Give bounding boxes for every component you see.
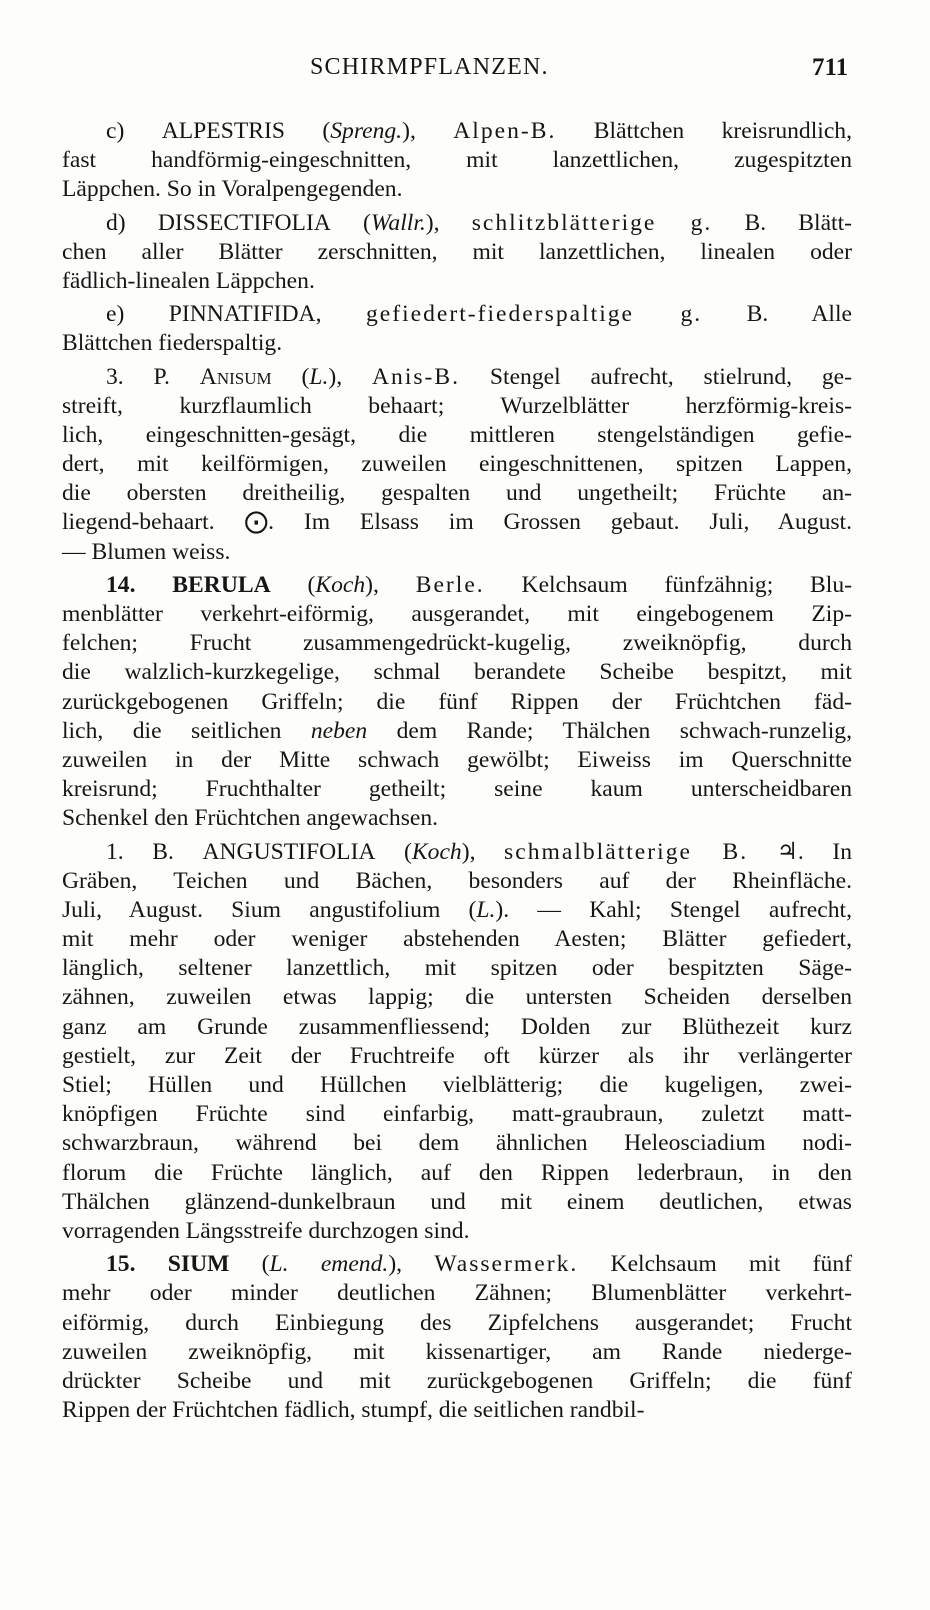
text-line — [62, 450, 852, 479]
text-run: felchen; Frucht zusammengedrückt-kugelig, zweiknöpfig, durch — [62, 630, 852, 657]
text-run: 3. P. — [106, 363, 200, 390]
text-line — [62, 1100, 852, 1129]
author-citation: Spreng. — [330, 118, 403, 144]
common-name: Anis-B. — [371, 363, 461, 390]
text-line — [62, 1396, 852, 1425]
text-line — [62, 146, 852, 175]
paragraph — [62, 209, 852, 297]
text-line — [62, 983, 852, 1012]
text-run: , — [315, 301, 366, 328]
text-run: vorragenden Längsstreife durchzogen sind. — [62, 1217, 470, 1244]
text-line — [62, 746, 852, 775]
text-run: zuweilen in der Mitte schwach gewölbt; Eiweiss im Querschnitte — [62, 746, 852, 773]
paragraph — [62, 1250, 852, 1425]
author-citation: L. emend. — [269, 1251, 389, 1278]
paragraph — [62, 300, 852, 358]
text-run: ( — [229, 1251, 270, 1278]
author-citation: Koch — [315, 571, 366, 598]
text-run: Gräben, Teichen und Bächen, besonders auf der Rheinfläche. — [62, 867, 852, 894]
text-line — [62, 267, 852, 296]
text-run: e) — [106, 301, 169, 328]
common-name: gefiedert-fiederspaltige g. — [365, 301, 703, 328]
text-line — [62, 717, 852, 746]
text-run: ), — [365, 571, 416, 598]
text-line — [62, 238, 852, 267]
text-run: ( — [330, 209, 371, 236]
text-line — [62, 392, 852, 421]
text-run: 1. B. — [106, 838, 203, 865]
text-run: ( — [284, 118, 331, 144]
text-run: mit mehr oder weniger abstehenden Aesten; Blätter gefiedert, — [62, 926, 852, 953]
text-line — [62, 300, 852, 329]
text-run: zähnen, zuweilen etwas lappig; die untersten Scheiden derselben — [62, 984, 852, 1011]
text-line — [62, 867, 852, 896]
text-line — [62, 508, 852, 537]
page-number: 711 — [812, 54, 849, 81]
text-line — [62, 209, 852, 238]
text-line — [62, 1013, 852, 1042]
text-run: liegend-behaart. ⨀. Im Elsass im Grossen gebaut. Juli, August. — [62, 509, 852, 536]
text-run: Thälchen glänzend-dunkelbraun und mit einem deutlichen, etwas — [62, 1188, 852, 1215]
text-line — [62, 954, 852, 983]
paragraph — [62, 363, 852, 567]
text-run: ( — [271, 363, 310, 390]
text-line — [62, 1129, 852, 1158]
text-run: ), — [461, 838, 505, 865]
text-run: Läppchen. So in Voralpengegenden. — [62, 176, 403, 203]
text-run: ( — [375, 838, 412, 865]
species-name: Anisum — [199, 363, 272, 390]
text-run: eiförmig, durch Einbiegung des Zipfelchens ausgerandet; Frucht — [62, 1309, 852, 1336]
text-run: ). — Kahl; Stengel aufrecht, — [495, 896, 852, 923]
text-line — [62, 363, 852, 392]
text-line — [62, 658, 852, 687]
author-citation: Wallr. — [370, 209, 426, 236]
text-run: B. Blätt- — [712, 209, 853, 236]
text-run: fädlich-linealen Läppchen. — [62, 267, 315, 294]
text-run: Stengel aufrecht, stielrund, ge- — [460, 363, 852, 390]
author-citation: Koch — [411, 838, 462, 865]
text-run: ganz am Grunde zusammenfliessend; Dolden zur Blüthezeit kurz — [62, 1013, 852, 1040]
text-run: Blättchen fiederspaltig. — [62, 330, 283, 357]
common-name: Berle. — [415, 571, 485, 598]
text-run: schwarzbraun, während bei dem ähnlichen Heleosciadium nodi- — [62, 1130, 852, 1157]
author-citation: L. — [309, 363, 329, 390]
species-name: PINNATIFIDA — [168, 301, 316, 328]
text-run: zuweilen zweiknöpfig, mit kissenartiger, am Rande niederge- — [62, 1338, 852, 1365]
text-run: florum die Früchte länglich, auf den Rippen lederbraun, in den — [62, 1159, 852, 1186]
text-run: Blättchen kreisrundlich, — [556, 118, 852, 144]
text-run: ( — [270, 571, 316, 598]
text-line — [62, 421, 852, 450]
common-name: Wassermerk. — [434, 1251, 579, 1278]
text-line — [62, 175, 852, 204]
text-run: fast handförmig-eingeschnitten, mit lanzettlichen, zugespitzten — [62, 147, 852, 174]
species-name: DISSECTIFOLIA — [157, 209, 331, 236]
text-run: ), — [425, 209, 472, 236]
text-line — [62, 479, 852, 508]
author-citation: L. — [476, 896, 496, 923]
text-line — [62, 600, 852, 629]
text-run: lich, die seitlichen — [62, 717, 311, 744]
genus-heading: 14. BERULA — [106, 571, 271, 598]
text-run: mehr oder minder deutlichen Zähnen; Blumenblätter verkehrt- — [62, 1280, 852, 1307]
text-line — [62, 538, 852, 567]
text-line — [62, 1042, 852, 1071]
text-run: B. Alle — [702, 301, 853, 328]
text-line — [62, 1159, 852, 1188]
text-run: streift, kurzflaumlich behaart; Wurzelblätter herzförmig-kreis- — [62, 392, 852, 419]
author-citation: neben — [310, 717, 368, 744]
text-run: länglich, seltener lanzettlich, mit spitzen oder bespitzten Säge- — [62, 955, 852, 982]
text-run: Schenkel den Früchtchen angewachsen. — [62, 805, 439, 832]
text-run: Kelchsaum mit fünf — [578, 1251, 852, 1278]
text-line — [62, 1071, 852, 1100]
text-run: Kelchsaum fünfzähnig; Blu- — [484, 571, 853, 598]
text-run: menblätter verkehrt-eiförmig, ausgerandet, mit eingebogenem Zip- — [62, 601, 852, 627]
text-run: ), — [328, 363, 372, 390]
text-run: die obersten dreitheilig, gespalten und ungetheilt; Früchte an- — [62, 480, 852, 507]
species-name: ALPESTRIS — [161, 118, 285, 144]
text-run: c) — [106, 118, 162, 144]
text-run: d) — [106, 209, 158, 236]
text-run: ♃. In — [748, 838, 852, 865]
text-run: — Blumen weiss. — [62, 538, 231, 565]
text-line — [62, 1279, 852, 1308]
species-name: ANGUSTIFOLIA — [202, 838, 376, 865]
text-line — [62, 329, 852, 358]
text-run: lich, eingeschnitten-gesägt, die mittleren stengelständigen gefie- — [62, 421, 852, 448]
text-run: zurückgebogenen Griffeln; die fünf Rippen der Früchtchen fäd- — [62, 688, 852, 715]
text-line — [62, 1250, 852, 1279]
text-run: Juli, August. Sium angustifolium ( — [62, 896, 477, 923]
text-run: die walzlich-kurzkegelige, schmal berandete Scheibe bespitzt, mit — [62, 659, 852, 686]
running-title: SCHIRMPFLANZEN. — [310, 54, 549, 80]
text-run: Stiel; Hüllen und Hüllchen vielblätterig; die kugeligen, zwei- — [62, 1072, 852, 1098]
text-line — [62, 804, 852, 833]
common-name: Alpen-B. — [453, 118, 557, 144]
text-run: dert, mit keilförmigen, zuweilen eingeschnittenen, spitzen Lappen, — [62, 451, 852, 478]
paragraph — [62, 838, 852, 1247]
text-line — [62, 117, 852, 146]
text-line — [62, 1188, 852, 1217]
text-run: knöpfigen Früchte sind einfarbig, matt-graubraun, zuletzt matt- — [62, 1101, 852, 1128]
text-line — [62, 571, 852, 600]
text-run: drückter Scheibe und mit zurückgebogenen Griffeln; die fünf — [62, 1367, 852, 1394]
text-line — [62, 896, 852, 925]
text-run: chen aller Blätter zerschnitten, mit lanzettlichen, linealen oder — [62, 238, 852, 265]
text-line — [62, 1338, 852, 1367]
text-line — [62, 1309, 852, 1338]
paragraph — [62, 571, 852, 834]
text-run: Rippen der Früchtchen fädlich, stumpf, die seitlichen randbil- — [62, 1397, 645, 1424]
page-header — [0, 54, 930, 90]
text-line — [62, 925, 852, 954]
text-line — [62, 1367, 852, 1396]
text-run: gestielt, zur Zeit der Fruchtreife oft kürzer als ihr verlängerter — [62, 1042, 852, 1069]
text-line — [62, 838, 852, 867]
paragraph — [62, 117, 852, 205]
body-text — [62, 117, 852, 1429]
text-run: dem Rande; Thälchen schwach-runzelig, — [367, 717, 852, 744]
common-name: schlitzblätterige g. — [471, 209, 713, 236]
text-line — [62, 629, 852, 658]
common-name: schmalblätterige B. — [504, 838, 749, 865]
genus-heading: 15. SIUM — [106, 1251, 230, 1278]
text-run: ), — [388, 1251, 435, 1278]
text-line — [62, 775, 852, 804]
text-line — [62, 688, 852, 717]
text-run: ), — [402, 118, 454, 144]
text-line — [62, 1217, 852, 1246]
text-run: kreisrund; Fruchthalter getheilt; seine kaum unterscheidbaren — [62, 776, 852, 803]
